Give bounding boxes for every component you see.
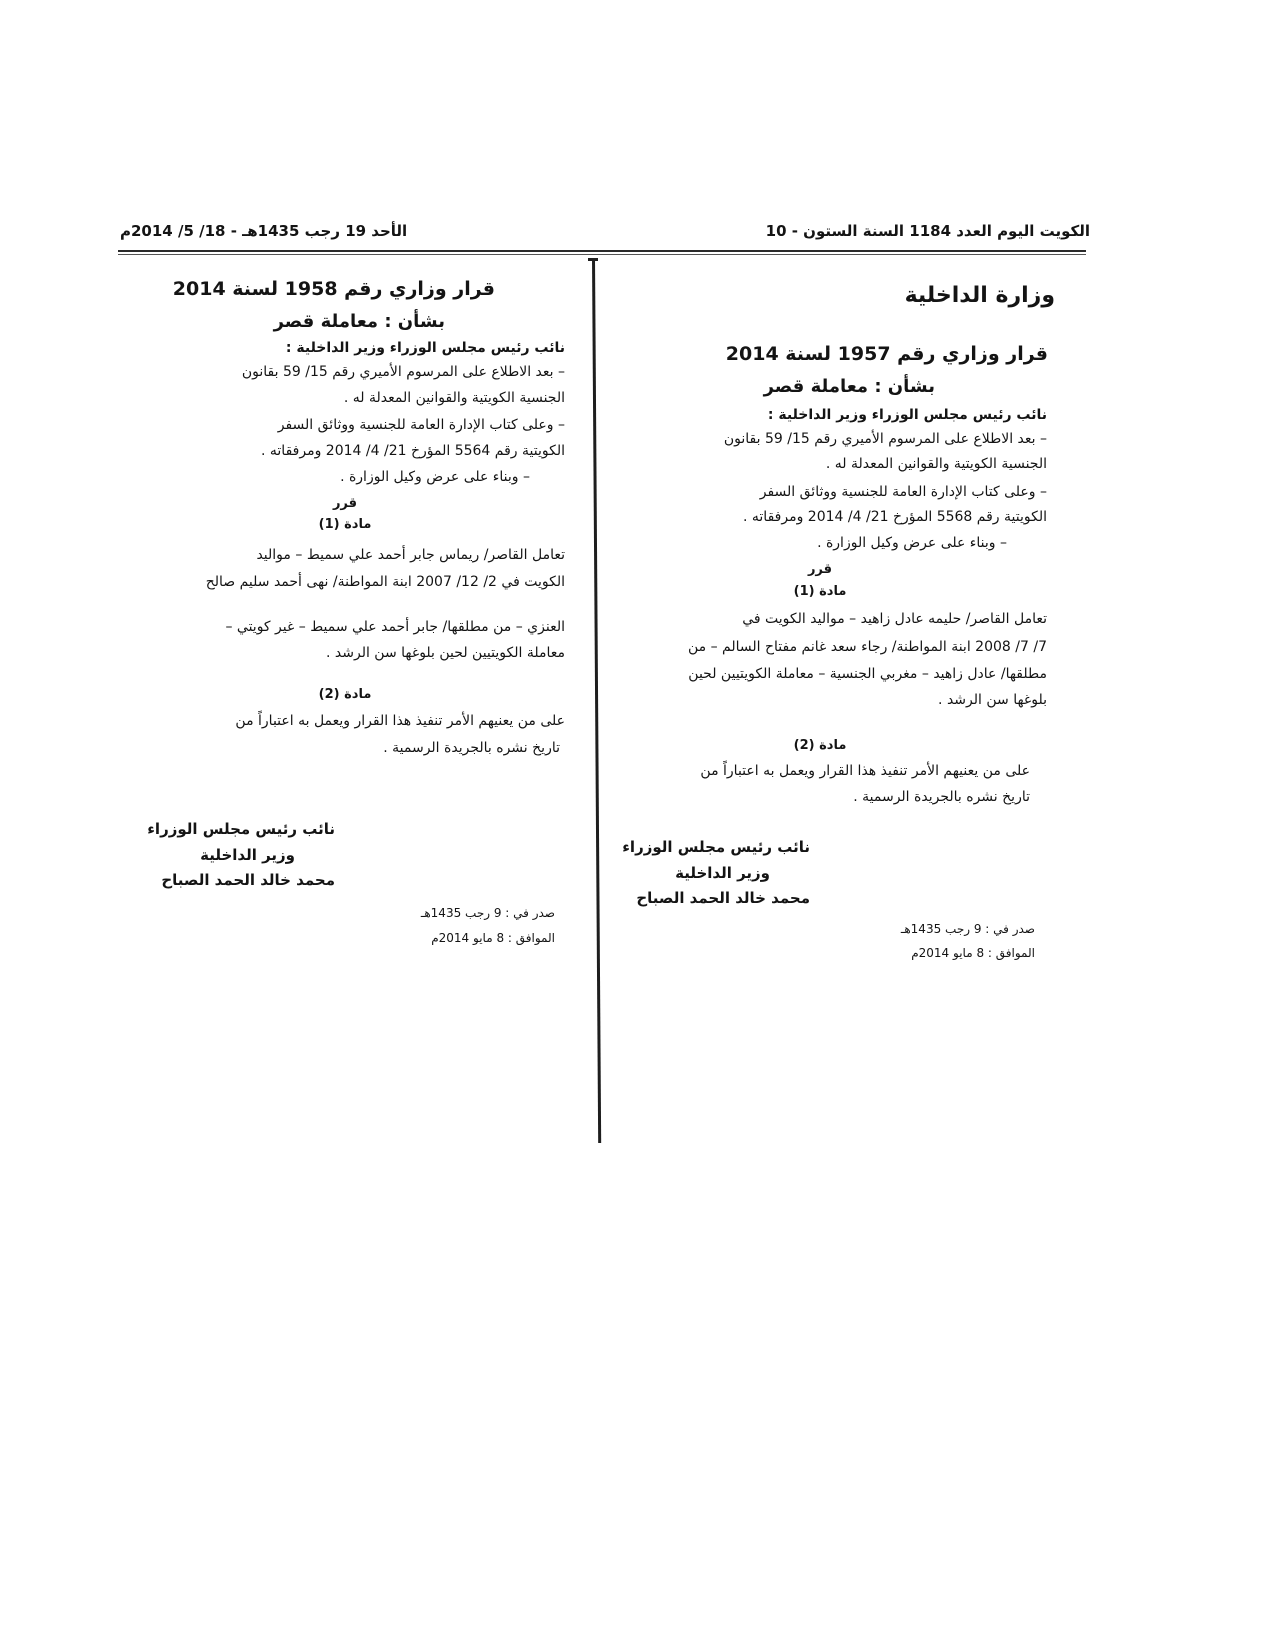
decision-preamble: نائب رئيس مجلس الوزراء وزير الداخلية :	[285, 340, 565, 356]
header-rule-thin	[118, 254, 1086, 255]
decision-subject: بشأن : معاملة قصر	[273, 311, 445, 332]
signatory-title-1: نائب رئيس مجلس الوزراء	[147, 820, 335, 838]
article-1-line-1: تعامل القاصر/ حليمه عادل زاهيد – مواليد الكويت في	[742, 611, 1047, 627]
article-2-line-1: على من يعنيهم الأمر تنفيذ هذا القرار ويعمل به اعتباراً من	[700, 763, 1030, 779]
recital-2-line-2: الكويتية رقم 5564 المؤرخ 21/ 4/ 2014 ومرفقاته .	[261, 443, 565, 459]
article-2-heading: مادة (2)	[793, 738, 847, 753]
article-2-line-2: تاريخ نشره بالجريدة الرسمية .	[383, 740, 560, 756]
article-1-line-4: معاملة الكويتيين لحين بلوغها سن الرشد .	[326, 645, 565, 661]
issued-date-hijri: صدر في : 9 رجب 1435هـ	[900, 922, 1035, 936]
article-2-heading: مادة (2)	[318, 687, 372, 702]
article-2-line-2: تاريخ نشره بالجريدة الرسمية .	[853, 789, 1030, 805]
recital-3: – وبناء على عرض وكيل الوزارة .	[817, 535, 1007, 551]
article-1-line-3: العنزي – من مطلقها/ جابر أحمد علي سميط – غير كويتي –	[225, 619, 565, 635]
signatory-name: محمد خالد الحمد الصباح	[161, 871, 335, 889]
issued-date-gregorian: الموافق : 8 مايو 2014م	[431, 931, 555, 945]
decision-title: قرار وزاري رقم 1958 لسنة 2014	[172, 278, 495, 300]
recital-1-line-2: الجنسية الكويتية والقوانين المعدلة له .	[343, 390, 565, 406]
recital-1-line-1: – بعد الاطلاع على المرسوم الأميري رقم 15/ 59 بقانون	[723, 431, 1047, 447]
recital-2-line-1: – وعلى كتاب الإدارة العامة للجنسية ووثائق السفر	[277, 417, 565, 433]
article-1-line-3: مطلقها/ عادل زاهيد – مغربي الجنسية – معاملة الكويتيين لحين	[688, 666, 1047, 682]
article-1-heading: مادة (1)	[793, 584, 847, 599]
recital-1-line-1: – بعد الاطلاع على المرسوم الأميري رقم 15/ 59 بقانون	[241, 364, 565, 380]
issued-date-hijri: صدر في : 9 رجب 1435هـ	[420, 906, 555, 920]
signatory-title-2: وزير الداخلية	[675, 864, 770, 882]
article-2-line-1: على من يعنيهم الأمر تنفيذ هذا القرار ويعمل به اعتباراً من	[235, 713, 565, 729]
article-1-line-2: الكويت في 2/ 12/ 2007 ابنة المواطنة/ نهى أحمد سليم صالح	[205, 574, 565, 590]
header-date: الأحد 19 رجب 1435هـ - 18/ 5/ 2014م	[120, 222, 408, 240]
header-issue-info: الكويت اليوم العدد 1184 السنة الستون - 10	[765, 222, 1090, 240]
signatory-title-2: وزير الداخلية	[200, 846, 295, 864]
article-1-heading: مادة (1)	[318, 517, 372, 532]
decision-preamble: نائب رئيس مجلس الوزراء وزير الداخلية :	[767, 407, 1047, 423]
recital-2-line-2: الكويتية رقم 5568 المؤرخ 21/ 4/ 2014 ومرفقاته .	[743, 509, 1047, 525]
decision-title: قرار وزاري رقم 1957 لسنة 2014	[725, 343, 1048, 365]
signatory-name: محمد خالد الحمد الصباح	[636, 889, 810, 907]
ministry-heading: وزارة الداخلية	[904, 283, 1055, 308]
decided-heading: قرر	[807, 562, 833, 577]
recital-1-line-2: الجنسية الكويتية والقوانين المعدلة له .	[825, 456, 1047, 472]
decided-heading: قرر	[332, 496, 358, 511]
recital-2-line-1: – وعلى كتاب الإدارة العامة للجنسية ووثائق السفر	[759, 484, 1047, 500]
decision-subject: بشأن : معاملة قصر	[763, 376, 935, 397]
signatory-title-1: نائب رئيس مجلس الوزراء	[622, 838, 810, 856]
article-1-line-1: تعامل القاصر/ ريماس جابر أحمد علي سميط – مواليد	[256, 547, 565, 563]
header-rule	[118, 250, 1086, 252]
issued-date-gregorian: الموافق : 8 مايو 2014م	[911, 946, 1035, 960]
recital-3: – وبناء على عرض وكيل الوزارة .	[340, 469, 530, 485]
article-1-line-4: بلوغها سن الرشد .	[938, 692, 1047, 708]
article-1-line-2: 7/ 7/ 2008 ابنة المواطنة/ رجاء سعد غانم مفتاح السالم – من	[687, 639, 1047, 655]
